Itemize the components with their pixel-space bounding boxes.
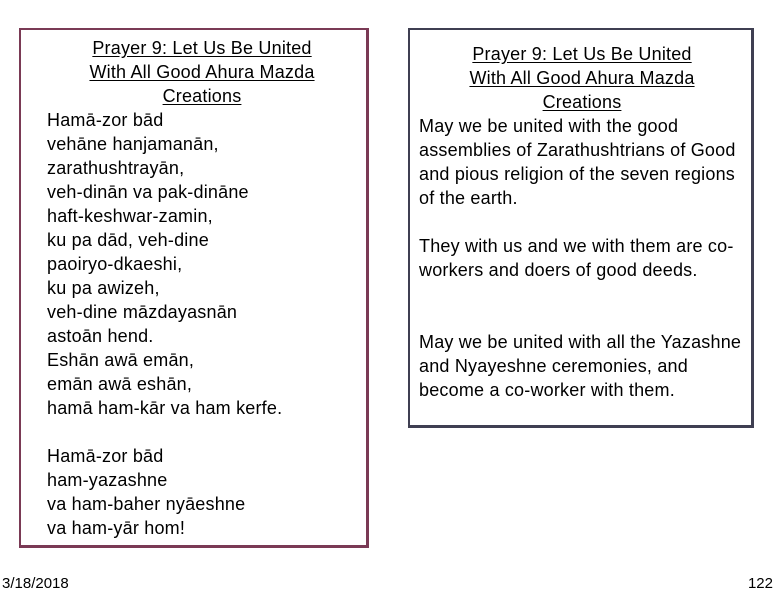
verse-line: Hamā-zor bād	[47, 446, 164, 466]
right-title-line: Prayer 9: Let Us Be United	[472, 44, 692, 64]
verse-line: Eshān awā emān,	[47, 350, 195, 370]
pazand-verse-closing	[47, 444, 245, 540]
verse-line: zarathushtrayān,	[47, 158, 185, 178]
verse-line: astoān hend.	[47, 326, 154, 346]
translation-paragraph: May we be united with the good assemblies of Zarathushtrians of Good and pious religion of the seven regions of the earth.	[419, 116, 736, 208]
verse-line: haft-keshwar-zamin,	[47, 206, 213, 226]
translation-paragraph: They with us and we with them are co-workers and doers of good deeds.	[419, 236, 734, 280]
verse-line: veh-dine māzdayasnān	[47, 302, 238, 322]
verse-line: ku pa dād, veh-dine	[47, 230, 209, 250]
left-title-line: Prayer 9: Let Us Be United	[92, 38, 312, 58]
verse-line: paoiryo-dkaeshi,	[47, 254, 183, 274]
verse-line: vehāne hanjamanān,	[47, 134, 219, 154]
verse-line: veh-dinān va pak-dināne	[47, 182, 249, 202]
footer-date: 3/18/2018	[2, 575, 69, 592]
verse-line: emān awā eshān,	[47, 374, 193, 394]
right-prayer-title	[411, 42, 753, 114]
left-title-line: With All Good Ahura Mazda	[89, 62, 315, 82]
right-title-line: With All Good Ahura Mazda	[469, 68, 695, 88]
left-prayer-title	[42, 36, 362, 108]
translation-paragraph: May we be united with all the Yazashne and Nyayeshne ceremonies, and become a co-worker with them.	[419, 332, 742, 400]
pazand-verse	[47, 108, 282, 420]
page-number: 122	[747, 575, 773, 592]
verse-line: ham-yazashne	[47, 470, 168, 490]
right-title-line: Creations	[542, 92, 622, 112]
verse-line: Hamā-zor bād	[47, 110, 164, 130]
verse-line: hamā ham-kār va ham kerfe.	[47, 398, 283, 418]
left-title-line: Creations	[162, 86, 242, 106]
verse-line: va ham-baher nyāeshne	[47, 494, 246, 514]
verse-line: ku pa awizeh,	[47, 278, 160, 298]
verse-line: va ham-yār hom!	[47, 518, 186, 538]
